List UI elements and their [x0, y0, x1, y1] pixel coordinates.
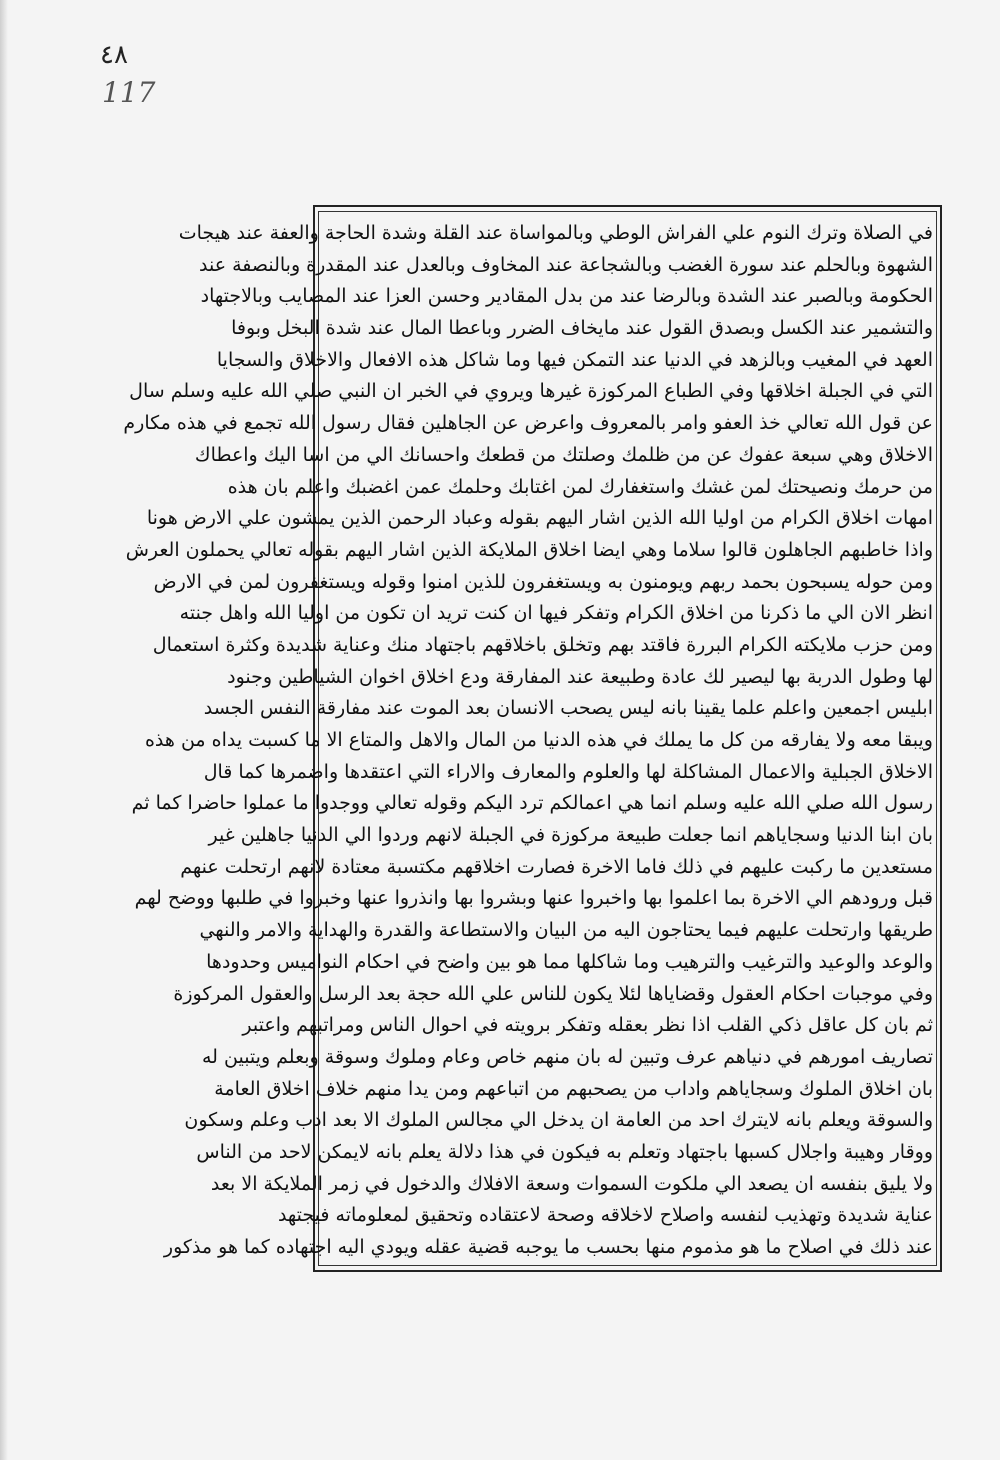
- manuscript-line: التي في الجبلة اخلاقها وفي الطباع المركوزة غيرها ويروي في الخبر ان النبي صلي الله عليه وسلم سال: [129, 380, 933, 403]
- manuscript-line: ثم بان كل عاقل ذكي القلب اذا نظر بعقله وتفكر برويته في احوال الناس ومراتبهم واعتبر: [242, 1014, 933, 1037]
- manuscript-line: قبل ورودهم الي الاخرة بما اعلموا بها واخبروا عنها وبشروا بها وانذروا عنها وخبروا في طلبها ووضح لهم: [134, 887, 933, 910]
- manuscript-line: الشهوة وبالحلم عند سورة الغضب وبالشجاعة عند المخاوف وبالعدل عند المقدرة وبالنصفة عند: [198, 253, 933, 276]
- old-folio-number: 117: [102, 76, 156, 109]
- manuscript-line: تصاريف امورهم في دنياهم عرف وتبين له بان منهم خاص وعام وملوك وسوقة وبعلم ويتبين له: [201, 1045, 933, 1068]
- manuscript-line: عن قول الله تعالي خذ العفو وامر بالمعروف واعرض عن الجاهلين فقال رسول الله تجمع في هذه مكارم: [123, 412, 933, 435]
- manuscript-line: ومن حزب ملايكته الكرام البررة فاقتد بهم وتخلق باخلاقهم باجتهاد منك وعناية شديدة وكثرة استعمال: [152, 633, 933, 656]
- manuscript-line: العهد في المغيب وبالزهد في الدنيا عند التمكن فيها وما شاكل هذه الافعال والاخلاق والسجايا: [216, 348, 933, 371]
- manuscript-line: في الصلاة وترك النوم علي الفراش الوطي وبالمواساة عند القلة وشدة الحاجة والعفة عند هيجات: [178, 222, 933, 244]
- folio-number: ٤٨: [100, 40, 128, 70]
- manuscript-line: ابليس اجمعين واعلم علما يقينا بانه ليس يصحب الانسان بعد الموت عند مفارقة النفس الجسد: [203, 697, 933, 720]
- manuscript-line: بان ابنا الدنيا وسجاياهم انما جعلت طبيعة مركوزة في الجبلة لانهم وردوا الي الدنيا جاهلين غير: [208, 824, 933, 847]
- manuscript-line: والوعد والوعيد والترغيب والترهيب وما شاكلها مما هو بين واضح في احكام النواميس وحدودها: [206, 950, 933, 973]
- manuscript-line: مستعدين ما ركبت عليهم في ذلك فاما الاخرة فصارت اخلاقهم مكتسبة معتادة لانهم ارتحلت عنهم: [180, 855, 933, 878]
- manuscript-line: انظر الان الي ما ذكرنا من اخلاق الكرام وتفكر فيها ان كنت تريد ان تكون من اوليا الله واهل جنته: [179, 602, 933, 625]
- manuscript-line: عند ذلك في اصلاح ما هو مذموم منها بحسب ما يوجبه قضية عقله ويودي اليه اجتهاده كما هو مذكور: [163, 1236, 933, 1258]
- manuscript-line: ويبقا معه ولا يفارقه من كل ما يملك في هذه الدنيا من المال والاهل والمتاع الا ما كسبت يداه من هذه: [144, 729, 933, 751]
- manuscript-line: واذا خاطبهم الجاهلون قالوا سلاما وهي ايضا اخلاق الملايكة الذين اشار اليهم بقوله تعالي يحملون العرش: [125, 538, 933, 561]
- manuscript-line: لها وطول الدربة بها ليصير لك عادة وطبيعة عند المفارقة ودع اخلاق اخوان الشياطين وجنود: [227, 665, 933, 688]
- manuscript-line: الاخلاق وهي سبعة عفوك عن من ظلمك وصلتك من قطعك واحسانك الي من اسا اليك واعطاك: [194, 443, 933, 466]
- manuscript-line: من حرمك ونصيحتك لمن غشك واستغفارك لمن اغتابك وحلمك عمن اغضبك واعلم بان هذه: [227, 475, 933, 498]
- manuscript-line: والسوقة ويعلم بانه لايترك احد من العامة ان يدخل الي مجالس الملوك الا بعد ادب وعلم وسكون: [184, 1109, 933, 1132]
- manuscript-text-block: [123, 218, 933, 1262]
- manuscript-line: بان اخلاق الملوك وسجاياهم واداب من يصحبهم من اتباعهم ومن يدا منهم خلاف اخلاق العامة: [214, 1077, 933, 1100]
- manuscript-line: عناية شديدة وتهذيب لنفسه واصلاح لاخلاقه وصحة لاعتقاده وتحقيق لمعلوماته فيجتهد: [277, 1204, 933, 1227]
- manuscript-line: طريقها وارتحلت عليهم فيما يحتاجون اليه من البيان والاستطاعة والقدرة والهداية والامر والنهي: [199, 919, 933, 942]
- manuscript-line: الاخلاق الجبلية والاعمال المشاكلة لها والعلوم والمعارف والاراء التي اعتقدها واضمرها كما قال: [203, 760, 933, 783]
- manuscript-line: وفي موجبات احكام العقول وقضاياها لئلا يكون للناس علي الله حجة بعد الرسل والعقول المركوزة: [173, 982, 933, 1005]
- manuscript-line: والتشمير عند الكسل وبصدق القول عند مايخاف الضرر وباعطا المال عند شدة البخل وبوفا: [231, 317, 933, 340]
- manuscript-line: امهات اخلاق الكرام من اوليا الله الذين اشار اليهم بقوله وعباد الرحمن الذين يمشون علي الارض هونا: [146, 507, 933, 530]
- manuscript-line: ووقار وهيبة واجلال كسبها باجتهاد وتعلم به فيكون في هذا دلالة يعلم بانه لايمكن لاحد من الناس: [196, 1140, 933, 1163]
- manuscript-line: رسول الله صلي الله عليه وسلم انما هي اعمالكم ترد اليكم وقوله تعالي ووجدوا ما عملوا حاضرا كما ثم: [131, 792, 933, 815]
- manuscript-line: ومن حوله يسبحون بحمد ربهم ويومنون به ويستغفرون للذين امنوا وقوله ويستغفرون لمن في الارض: [153, 570, 933, 593]
- manuscript-line: الحكومة وبالصبر عند الشدة وبالرضا عند من بدل المقادير وحسن العزا عند المصايب وبالاجتهاد: [200, 285, 933, 308]
- manuscript-line: ولا يليق بنفسه ان يصعد الي ملكوت السموات وسعة الافلاك والدخول في زمر الملايكة الا بعد: [210, 1172, 933, 1195]
- page-edge-shadow: [0, 0, 8, 1460]
